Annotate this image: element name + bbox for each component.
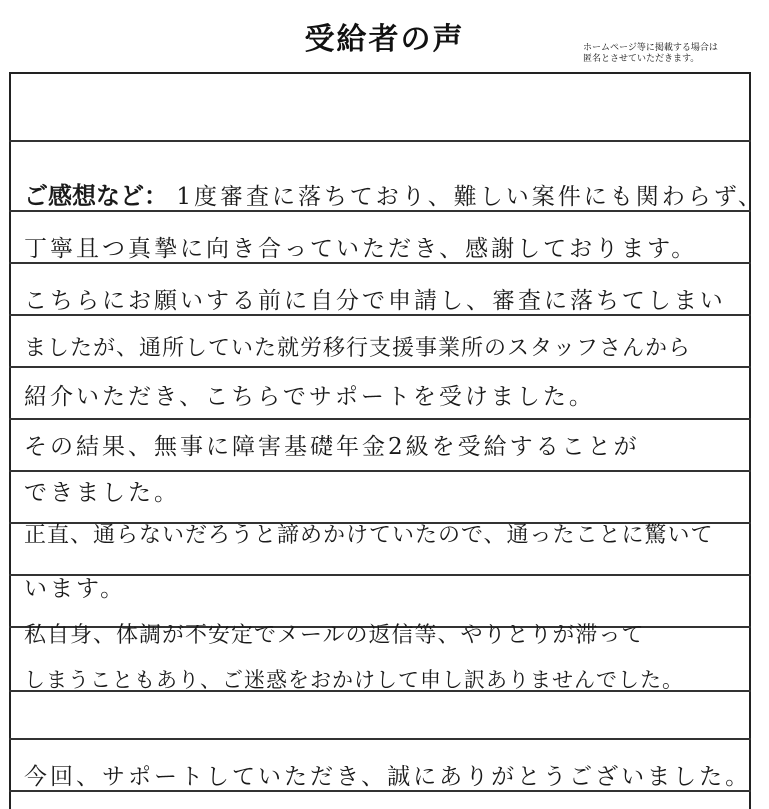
ruled-line (9, 470, 751, 472)
anonymity-note-line-1: ホームページ等に掲載する場合は (583, 43, 718, 53)
ruled-line (9, 140, 751, 142)
page-title: 受給者の声 (304, 22, 465, 57)
ruled-line (9, 738, 751, 740)
comment-line-2: 丁寧且つ真摯に向き合っていただき、感謝しております。 (24, 236, 698, 262)
comment-line-8: 正直、通らないだろうと諦めかけていたので、通ったことに驚いて (24, 523, 714, 548)
comment-line-9: います。 (24, 576, 127, 602)
comment-line-11: しまうこともあり、ご迷惑をおかけして申し訳ありませんでした。 (24, 668, 684, 692)
comment-text: 1度審査に落ちており、難しい案件にも関わらず、 (176, 184, 764, 210)
comment-line-10: 私自身、体調が不安定でメールの返信等、やりとりが滞って (24, 623, 645, 648)
ruled-line (9, 418, 751, 420)
anonymity-note (583, 43, 718, 65)
comment-line-6: その結果、無事に障害基礎年金2級を受給することが (24, 434, 640, 460)
comment-line-5: 紹介いただき、こちらでサポートを受けました。 (24, 384, 595, 410)
ruled-line (9, 366, 751, 368)
comment-line-13: 今回、サポートしていただき、誠にありがとうございました。 (24, 764, 752, 790)
comment-line-7: できました。 (24, 480, 180, 506)
comment-line-4: ましたが、通所していた就労移行支援事業所のスタッフさんから (24, 336, 692, 361)
comment-line-1 (24, 176, 764, 211)
comment-line-3: こちらにお願いする前に自分で申請し、審査に落ちてしまい (24, 288, 726, 314)
comment-label: ご感想など： (24, 182, 168, 210)
anonymity-note-line-2: 匿名とさせていただきます。 (583, 54, 700, 64)
